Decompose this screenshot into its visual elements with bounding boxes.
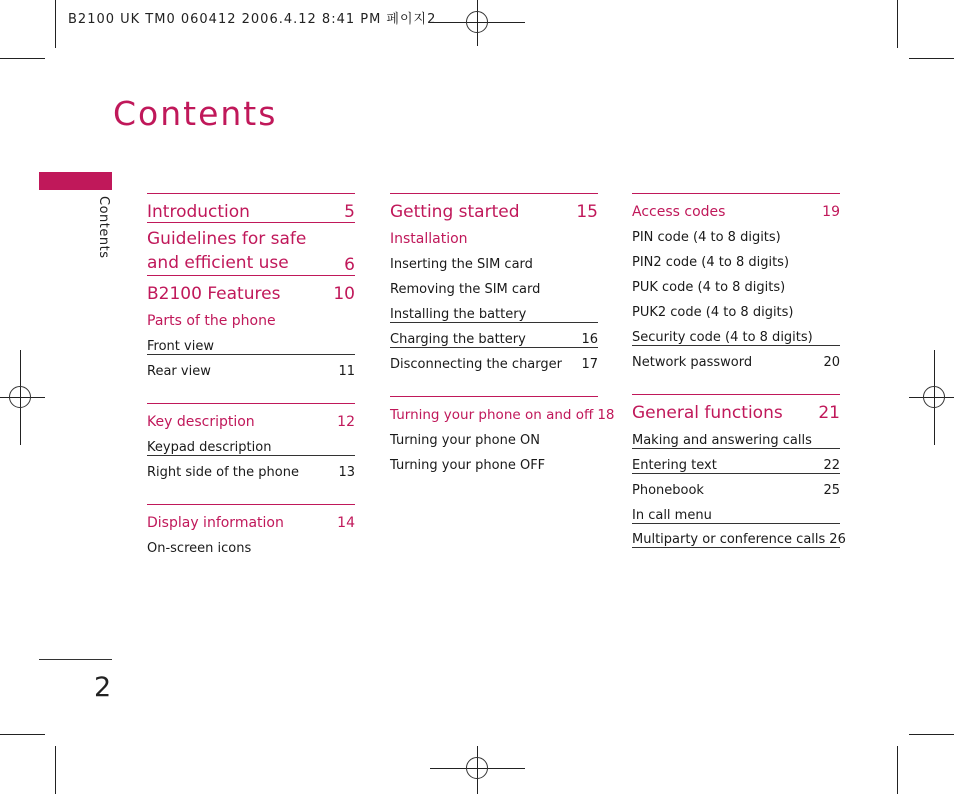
- toc-page-number: 5: [344, 202, 355, 222]
- side-tab-label: Contents: [96, 196, 111, 259]
- toc-item-title: PIN2 code (4 to 8 digits): [632, 255, 790, 270]
- toc-page-number: 17: [581, 357, 598, 372]
- toc-page-number: 22: [823, 458, 840, 473]
- toc-item-title: Disconnecting the charger: [390, 357, 562, 372]
- toc-item-title: Turning your phone OFF: [390, 458, 546, 473]
- toc-item-title: Charging the battery: [390, 332, 526, 347]
- print-slug: B2100 UK TM0 060412 2006.4.12 8:41 PM 페이지2: [68, 12, 437, 27]
- crop-mark: [897, 0, 898, 48]
- toc-item[interactable]: [390, 297, 598, 322]
- toc-subsection-title: Installation: [390, 231, 468, 247]
- toc-item-title: Network password: [632, 355, 753, 370]
- toc-item[interactable]: [390, 322, 598, 347]
- toc-item[interactable]: [390, 423, 598, 448]
- toc-item-title: In call menu: [632, 508, 712, 523]
- toc-item[interactable]: [147, 430, 355, 455]
- registration-mark-icon: [923, 386, 945, 408]
- toc-column-2: [390, 193, 615, 473]
- toc-page-number: 12: [337, 414, 355, 430]
- toc-page-number: 20: [823, 355, 840, 370]
- toc-page-number: 10: [333, 284, 355, 304]
- crop-mark: [909, 58, 954, 59]
- toc-item[interactable]: [390, 347, 598, 372]
- toc-item[interactable]: [632, 345, 840, 370]
- toc-section[interactable]: [147, 275, 355, 304]
- page-number: 2: [94, 672, 112, 703]
- toc-item[interactable]: [632, 245, 840, 270]
- toc-item[interactable]: [632, 498, 840, 523]
- toc-item[interactable]: [147, 531, 355, 556]
- toc-subsection[interactable]: [390, 396, 615, 423]
- toc-item[interactable]: [632, 473, 840, 498]
- crop-mark: [0, 734, 45, 735]
- toc-item[interactable]: [147, 354, 355, 379]
- footer-rule: [39, 659, 112, 660]
- toc-subsection-title: Access codes: [632, 204, 726, 220]
- toc-subsection-title: Parts of the phone: [147, 313, 276, 329]
- toc-item[interactable]: [632, 320, 840, 345]
- toc-section-title: Guidelines for safe and efficient use: [147, 229, 307, 273]
- toc-page-number: 26: [829, 532, 846, 547]
- toc-page-number: 11: [338, 364, 355, 379]
- toc-item[interactable]: [390, 247, 598, 272]
- toc-page-number: 15: [576, 202, 598, 222]
- toc-subsection[interactable]: [147, 304, 355, 329]
- toc-item[interactable]: [147, 455, 355, 480]
- toc-section-title: General functions: [632, 403, 783, 423]
- toc-column-3: [632, 193, 846, 548]
- crop-mark: [55, 746, 56, 794]
- page-title: Contents: [113, 94, 278, 133]
- toc-item[interactable]: [632, 295, 840, 320]
- toc-item-title: Installing the battery: [390, 307, 527, 322]
- toc-item-title: PIN code (4 to 8 digits): [632, 230, 781, 245]
- toc-page-number: 25: [823, 483, 840, 498]
- toc-subsection[interactable]: [632, 193, 840, 220]
- registration-mark-icon: [9, 386, 31, 408]
- crop-mark: [55, 0, 56, 48]
- toc-section-title: B2100 Features: [147, 284, 281, 304]
- toc-item[interactable]: [147, 329, 355, 354]
- toc-page-number: 14: [337, 515, 355, 531]
- toc-section-title: Introduction: [147, 202, 250, 222]
- toc-item-title: Keypad description: [147, 440, 272, 455]
- side-tab-bar: [39, 172, 112, 190]
- toc-item-title: Entering text: [632, 458, 717, 473]
- crop-mark: [909, 734, 954, 735]
- toc-subsection-title: Display information: [147, 515, 284, 531]
- toc-subsection[interactable]: [390, 222, 598, 247]
- toc-section[interactable]: [632, 394, 840, 423]
- toc-item-title: Security code (4 to 8 digits): [632, 330, 813, 345]
- toc-item-title: Removing the SIM card: [390, 282, 541, 297]
- toc-subsection-title: Turning your phone on and off: [390, 407, 594, 423]
- toc-item-title: PUK code (4 to 8 digits): [632, 280, 786, 295]
- toc-item-title: On-screen icons: [147, 541, 252, 556]
- toc-item[interactable]: [632, 220, 840, 245]
- toc-item-title: Right side of the phone: [147, 465, 299, 480]
- registration-mark-icon: [466, 757, 488, 779]
- toc-column-1: [147, 193, 355, 556]
- toc-page-number: 18: [597, 407, 615, 423]
- toc-item[interactable]: [632, 270, 840, 295]
- toc-page-number: 16: [581, 332, 598, 347]
- toc-item[interactable]: [390, 272, 598, 297]
- registration-mark-icon: [466, 11, 488, 33]
- toc-item-title: Front view: [147, 339, 214, 354]
- toc-item[interactable]: [632, 523, 846, 548]
- toc-section-title: Getting started: [390, 202, 520, 222]
- toc-item-title: Phonebook: [632, 483, 704, 498]
- toc-page-number: 6: [344, 255, 355, 275]
- toc-page-number: 21: [818, 403, 840, 423]
- toc-section[interactable]: [147, 222, 355, 275]
- toc-item-title: Making and answering calls: [632, 433, 812, 448]
- toc-section[interactable]: [390, 193, 598, 222]
- toc-subsection[interactable]: [147, 504, 355, 531]
- toc-item[interactable]: [632, 448, 840, 473]
- toc-subsection-title: Key description: [147, 414, 255, 430]
- toc-item-title: Inserting the SIM card: [390, 257, 533, 272]
- toc-item-title: Multiparty or conference calls: [632, 532, 826, 547]
- toc-item-title: PUK2 code (4 to 8 digits): [632, 305, 794, 320]
- toc-subsection[interactable]: [147, 403, 355, 430]
- crop-mark: [897, 746, 898, 794]
- toc-item-title: Rear view: [147, 364, 211, 379]
- toc-item[interactable]: [632, 423, 840, 448]
- toc-page-number: 13: [338, 465, 355, 480]
- toc-page-number: 19: [822, 204, 840, 220]
- toc-item[interactable]: [390, 448, 598, 473]
- toc-section[interactable]: [147, 193, 355, 222]
- toc-item-title: Turning your phone ON: [390, 433, 540, 448]
- crop-mark: [0, 58, 45, 59]
